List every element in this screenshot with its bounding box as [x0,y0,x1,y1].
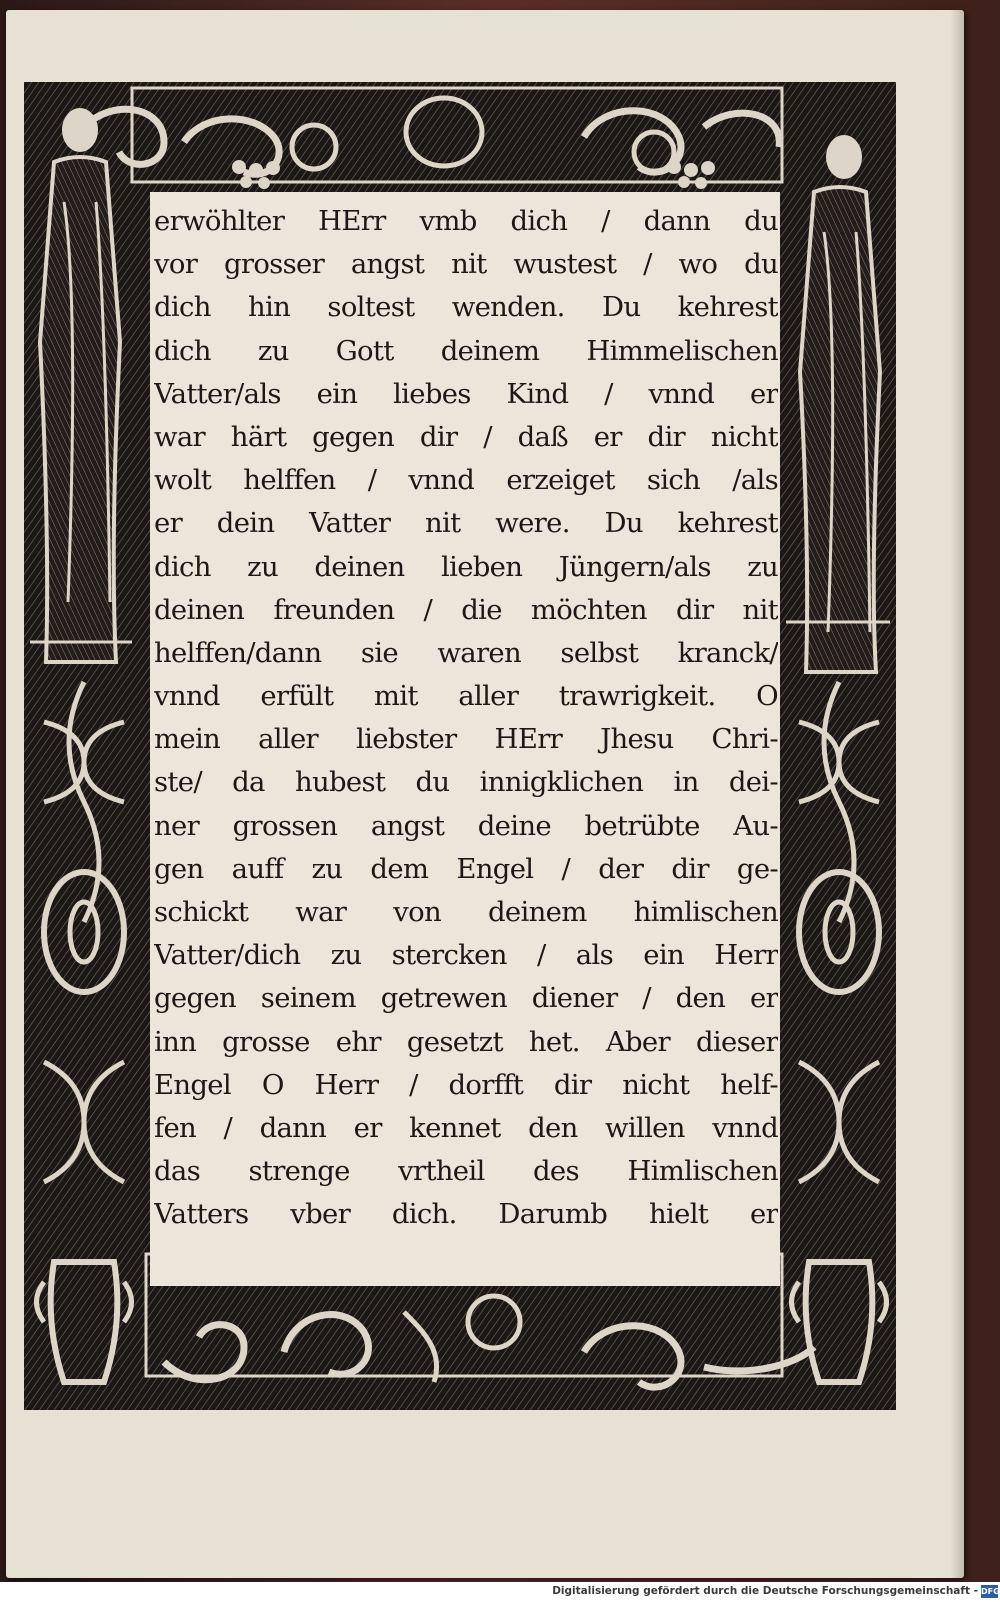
text-line: erwöhlter HErr vmb dich / dann du [154,205,778,237]
book-page [6,10,964,1578]
text-line: Engel O Herr / dorfft dir nicht helf- [154,1068,778,1101]
footer-credit: Digitalisierung gefördert durch die Deutsche Forschungsgemeinschaft - [552,1585,978,1597]
text-line: vor grosser angst nit wustest / wo du [154,248,778,281]
text-line: deinen freunden / die möchten dir nit [154,593,778,626]
text-line: ste/ da hubest du innigklichen in dei- [154,766,778,799]
text-line: helffen/dann sie waren selbst kranck/ [154,636,778,669]
text-line: dich zu Gott deinem Himmelischen [154,334,778,367]
text-line: war härt gegen dir / daß er dir nicht [154,420,778,453]
text-line: ner grossen angst deine betrübte Au- [154,809,778,842]
text-line: Vatter/als ein liebes Kind / vnnd er [154,377,778,410]
text-line: vnnd erfült mit aller trawrigkeit. O [154,680,778,713]
page-text [154,200,778,1237]
text-line: fen / dann er kennet den willen vnnd [154,1111,778,1144]
text-line: gen auff zu dem Engel / der dir ge- [154,852,778,885]
text-line: dich hin soltest wenden. Du kehrest [154,291,778,324]
text-line: dich zu deinen lieben Jüngern/als zu [154,550,778,583]
text-line: wolt helffen / vnnd erzeiget sich /als [154,464,778,497]
dfg-logo-icon: DFG [981,1587,1000,1596]
text-line: gegen seinem getrewen diener / den er [154,982,778,1015]
text-line: mein aller liebster HErr Jhesu Chri- [154,723,778,756]
text-line: inn grosse ehr gesetzt het. Aber dieser [154,1025,778,1058]
text-line: das strenge vrtheil des Himlischen [154,1155,778,1188]
text-line: schickt war von deinem himlischen [154,896,778,928]
footer-bar [0,1582,1000,1602]
text-line: Vatters vber dich. Darumb hielt er [154,1198,778,1231]
text-line: Vatter/dich zu stercken / als ein Herr [154,939,778,972]
text-line: er dein Vatter nit were. Du kehrest [154,507,778,540]
page-edge [950,10,964,1578]
